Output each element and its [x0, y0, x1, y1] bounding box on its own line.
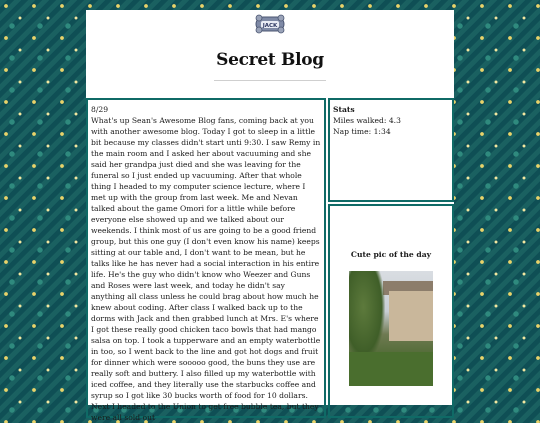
stats-heading: Stats: [333, 105, 355, 114]
pic-panel: [328, 204, 454, 418]
logo-text: JACK: [262, 23, 278, 29]
stats-panel: [328, 98, 454, 202]
blog-post-panel: [86, 98, 326, 422]
miles-walked: Miles walked: 4.3: [333, 116, 401, 125]
blog-page: [86, 10, 454, 422]
page-title: Secret Blog: [216, 50, 324, 70]
post-date: 8/29: [91, 105, 109, 114]
title-divider: [214, 80, 326, 81]
nap-time: Nap time: 1:34: [333, 127, 391, 136]
pic-caption: Cute pic of the day: [350, 250, 432, 259]
jack-logo-icon: [254, 13, 286, 35]
cute-pic-image: [349, 271, 433, 386]
post-body: What's up Sean's Awesome Blog fans, coming back at you with another awesome blog. Today I got to sleep in a little bit because my classes didn't start unti 9:30. I saw Remy in the main room and I asked her about vacuuming and she said her grandpa just died and she was leaving for the funeral so I just ended up vacuuming. After that whole thing I headed to my computer science lecture, where I met up with the group from last week. Me and Nevan talked about the game Omori for a little while before everyone else showed up and we talked about our weekends. I think most of us are going to be a good friend group, but this one guy (I don't even know his name) keeps sitting at our table and, I don't want to be mean, but he talks like he has never had a social interaction in his entire life. He's the guy who didn't know who Weezer and Guns and Roses were last week, and today he didn't say anything all class unless he could brag about how much he knew about coding. After class I walked back up to the dorms with Jack and then grabbed lunch at Mrs. E's where I got these really good chicken taco bowls that had mango salsa on top. I took a tupperware and an empty waterbottle in too, so I went back to the line and got hot dogs and fruit for dinner which were sooooo good, the buns they use are really soft and buttery. I also filled up my waterbottle with iced coffee, and they literally use the starbucks coffee and syrup so I got like 30 bucks worth of food for 10 dollars. Next I headed to the Union to get free bubble tea, but they were all sold out: [91, 116, 321, 422]
blog-header: [86, 10, 454, 98]
